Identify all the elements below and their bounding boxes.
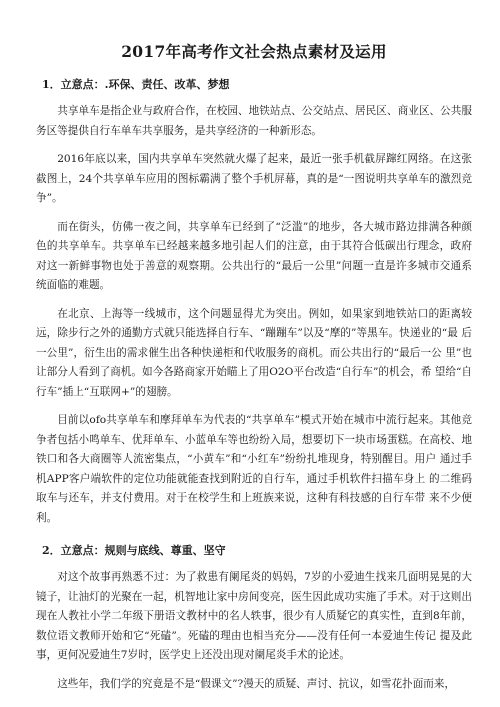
paragraph: 对这个故事再熟悉不过：为了救患有阑尾炎的妈妈，7岁的小爱迪生找来几面明晃晃的大镜子，让油灯的光聚在一起，机智地让家中房间变亮，医生因此成功实施了手术。对于这则出现在人教社小学二年级下册语文教材中的名人轶事，很少有人质疑它的真实性，直到8年前，数位语文教师开始和它“死磕”。死磕的理由也相当充分——没有任何一本爱迪生传记 提及此事，更何况爱迪生7岁时，医学史上还没出现对阑尾炎手术的论述。 [36,571,472,661]
document-title: 2017年高考作文社会热点素材及运用 [121,42,387,61]
paragraph: 2016年底以来，国内共享单车突然就火爆了起来，最近一张手机截屏蹿红网络。在这张截图上，24个共享单车应用的图标霸满了整个手机屏幕，真的是“一图说明共享单车的激烈竞争”。 [36,153,472,204]
paragraph: 共享单车是指企业与政府合作，在校园、地铁站点、公交站点、居民区、商业区、公共服务区等提供自行车单车共享服务，是共享经济的一种新形态。 [36,105,472,137]
paragraph: 目前以ofo共享单车和摩拜单车为代表的“共享单车”模式开始在城市中流行起来。其他竞争者包括小鸣单车、优拜单车、小蓝单车等也纷纷入局，想要切下一块市场蛋糕。在高校、地铁口和各大商圈等人流密集点，“小黄车”和“小红车”纷纷扎堆现身，特别醒目。用户 通过手机APP客户端软件的定位功能就能查找到附近的自行车，通过手机软件扫描车身上 的二维码取车与还车，并支付费用。对于在校学生和上班族来说，这种有科技感的自行车带 来不少便利。 [36,414,472,524]
section-heading-1: 1．立意点：.环保、责任、改革、梦想 [42,78,230,91]
paragraph: 而在街头，仿佛一夜之间，共享单车已经到了“泛滥”的地步，各大城市路边排满各种颜 色的共享单车。共享单车已经越来越多地引起人们的注意，由于其符合低碳出行理念，政府 对这一新鲜事物也处于善意的观察期。公共出行的“最后一公里”问题一直是许多城市交通系 统面临的难题。 [36,220,472,291]
section-heading-2: 2．立意点：规则与底线、尊重、坚守 [42,544,226,557]
paragraph: 在北京、上海等一线城市，这个问题显得尤为突出。例如，如果家到地铁站口的距离较远，除步行之外的通勤方式就只能选择自行车、“蹦蹦车”以及“摩的”等黑车。快递业的“最 后一公里”，衍生出的需求催生出各种快递柜和代收服务的商机。而公共出行的“最后一公 里”也让部分人看到了商机。如今各路商家开始瞄上了用O2O平台改造“自行车”的机会，希 望给“自行车”插上“互联网+”的翅膀。 [36,307,472,398]
paragraph: 这些年，我们学的究竟是不是“假课文”?漫天的质疑、声讨、抗议，如雪花扑面而来， [57,677,456,690]
